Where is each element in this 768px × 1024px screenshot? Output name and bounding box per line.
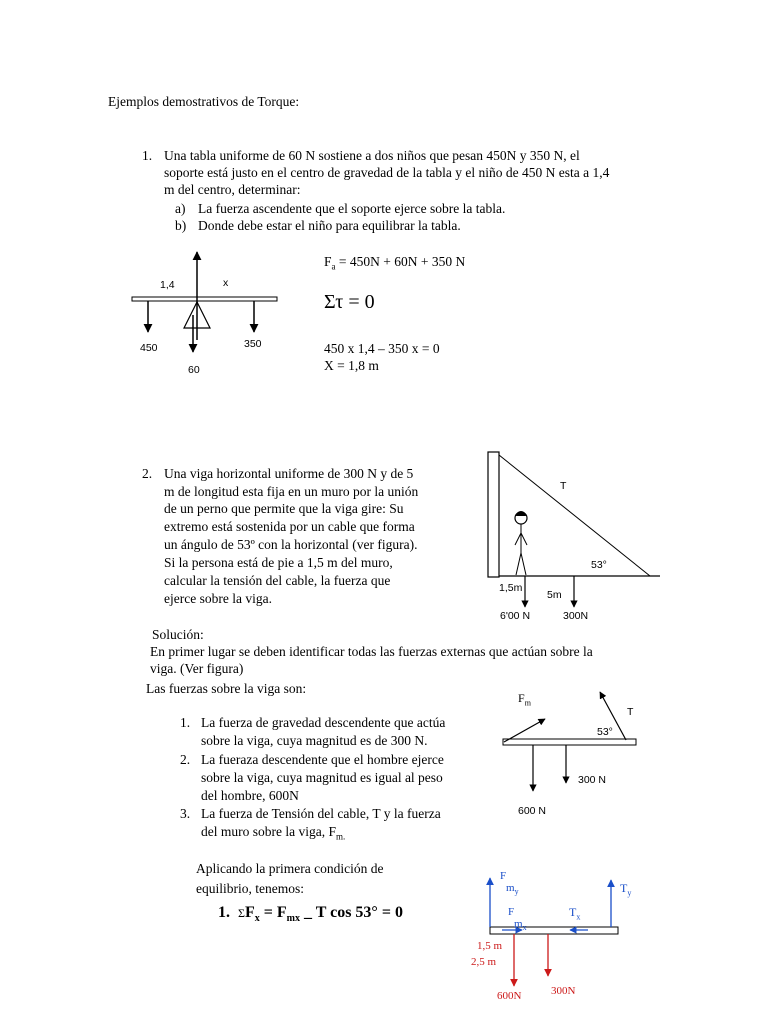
problem2-line: calcular la tensión del cable, la fuerza que	[164, 573, 391, 588]
seesaw-dist-right: x	[223, 277, 229, 289]
seesaw-force-center: 60	[188, 364, 200, 376]
problem1-item-marker: a)	[175, 201, 186, 216]
problem2-line: Si la persona está de pie a 1,5 m del muro,	[164, 555, 393, 570]
problem2-number: 2.	[142, 466, 153, 481]
fb-force1-label: 600 N	[518, 805, 547, 817]
equilibrio-intro-line: Aplicando la primera condición de	[196, 861, 384, 876]
problem2-line: ejerce sobre la viga.	[164, 591, 272, 606]
problem2-line: Una viga horizontal uniforme de 300 N y de 5	[164, 466, 414, 481]
seesaw-force-right: 350	[244, 338, 262, 350]
force-item-line: La fuerza de Tensión del cable, T y la fuerza	[201, 806, 441, 821]
fb-tension-label: T	[627, 706, 634, 718]
forces-title: Las fuerzas sobre la viga son:	[146, 681, 307, 696]
problem1-item-text: Donde debe estar el niño para equilibrar la tabla.	[198, 218, 461, 233]
fb-force2-label: 300 N	[578, 774, 607, 786]
problem1-line: soporte está justo en el centro de gravedad de la tabla y el niño de 450 N esta a 1,4	[164, 165, 610, 180]
equilibrio-intro-line: equilibrio, tenemos:	[196, 881, 304, 896]
force-item-line: sobre la viga, cuya magnitud es de 300 N.	[201, 733, 428, 748]
solucion-intro-line: viga. (Ver figura)	[150, 661, 244, 676]
beam-force2-label: 300N	[563, 610, 589, 622]
problem1-item-text: La fuerza ascendente que el soporte ejerce sobre la tabla.	[198, 201, 506, 216]
beam-angle-label: 53°	[591, 559, 607, 571]
problem1-line: Una tabla uniforme de 60 N sostiene a dos niños que pesan 450N y 350 N, el	[164, 148, 580, 163]
person-arm-left	[515, 533, 521, 545]
beam-dist2-label: 5m	[547, 589, 562, 601]
fb-fm-label: $F_m$	[518, 691, 531, 708]
comp-force1-label: 600N	[497, 990, 522, 1002]
person-leg-right	[521, 553, 526, 575]
force-item-line: sobre la viga, cuya magnitud es igual al peso	[201, 770, 443, 785]
seesaw-dist-left: 1,4	[160, 279, 175, 291]
fb-beam	[503, 739, 636, 745]
beam-wall-figure	[480, 445, 670, 625]
torque-expansion: 450 x 1,4 – 350 x = 0	[324, 341, 440, 356]
seesaw-figure	[120, 240, 290, 380]
comp-d2-label: 2,5 m	[471, 956, 497, 968]
force-item-line: La fueraza descendente que el hombre ejerce	[201, 752, 444, 767]
beam-dist1-label: 1,5m	[499, 582, 523, 594]
person-head-hair	[516, 511, 526, 516]
problem2-line: de un perno que permite que la viga gire: Su	[164, 501, 404, 516]
beam-tension-label: T	[560, 480, 567, 492]
force-item-marker: 2.	[180, 752, 191, 767]
problem2-line: extremo está sostenida por un cable que forma	[164, 519, 415, 534]
equilibrio-equation: 1. $\Sigma F_x = F_{mx}$ _ T cos 53° = 0	[218, 904, 403, 925]
force-item-line: del hombre, 600N	[201, 788, 299, 803]
comp-ty-label: $T_y$	[620, 881, 632, 898]
person-leg-left	[516, 553, 521, 575]
problem1-number: 1.	[142, 148, 153, 163]
comp-fmx-label: F $m_x$	[508, 906, 527, 933]
seesaw-force-left: 450	[140, 342, 158, 354]
force-item-line: La fuerza de gravedad descendente que actúa	[201, 715, 446, 730]
problem1-item-marker: b)	[175, 218, 187, 233]
torque-equation: Στ = 0	[324, 291, 375, 313]
comp-tx-label: $T_x$	[569, 905, 581, 922]
solucion-title: Solución:	[152, 627, 204, 642]
force-item-marker: 1.	[180, 715, 191, 730]
problem1-line: m del centro, determinar:	[164, 182, 301, 197]
problem2-line: m de longitud esta fija en un muro por la unión	[164, 484, 419, 499]
force-item-marker: 3.	[180, 806, 191, 821]
seesaw-plank	[132, 297, 277, 301]
problem2-line: un ángulo de 53º con la horizontal (ver figura).	[164, 537, 418, 552]
person-arm-right	[521, 533, 527, 545]
fb-angle-label: 53°	[597, 726, 613, 738]
comp-fmy-label: F $m_y$	[500, 870, 519, 897]
fa-equation: $F_a = 450N + 60N + 350$ N	[324, 254, 466, 272]
beam-force1-label: 6'00 N	[500, 610, 531, 622]
solucion-intro-line: En primer lugar se deben identificar todas las fuerzas externas que actúan sobre la	[150, 644, 593, 659]
comp-force2-label: 300N	[551, 985, 576, 997]
comp-d1-label: 1,5 m	[477, 940, 503, 952]
x-result: X = 1,8 m	[324, 358, 379, 373]
wall	[488, 452, 499, 577]
page-heading: Ejemplos demostrativos de Torque:	[108, 94, 300, 109]
force-item-line: del muro sobre la viga, $F_{m.}$	[201, 824, 346, 842]
